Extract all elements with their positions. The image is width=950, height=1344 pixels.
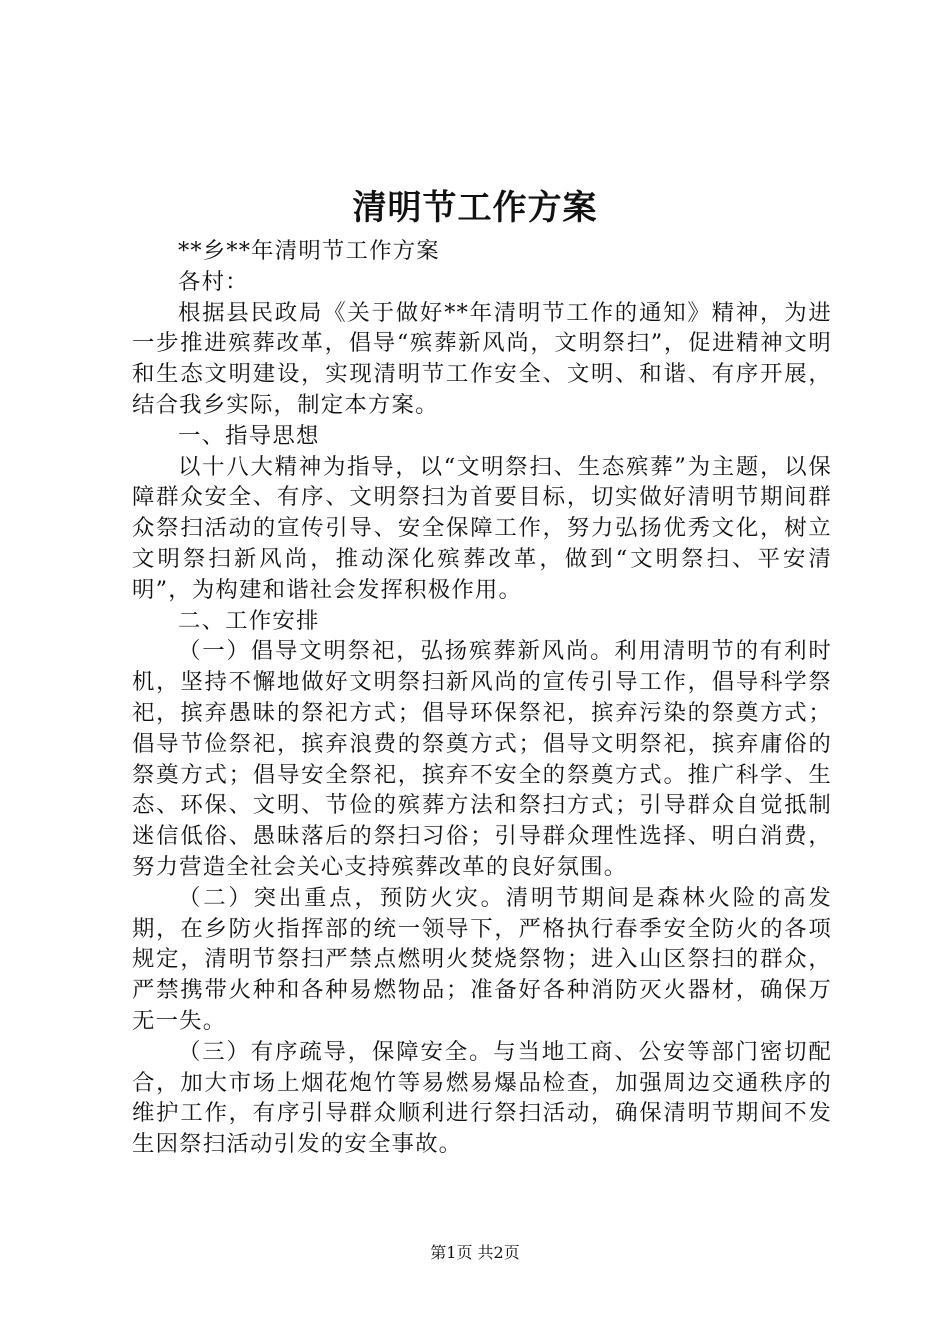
document-subtitle: **乡**年清明节工作方案 bbox=[178, 238, 440, 264]
salutation: 各村： bbox=[178, 268, 249, 295]
paragraph-guiding-ideology: 以十八大精神为指导，以“文明祭扫、生态殡葬”为主题，以保障群众安全、有序、文明祭扫为首要目标，切实做好清明节期间群众祭扫活动的宣传引导、安全保障工作，努力弘扬优秀文化，树立文明祭扫新风尚，推动深化殡葬改革，做到“文明祭扫、平安清明”，为构建和谐社会发挥积极作用。 bbox=[132, 453, 832, 603]
document-body bbox=[132, 236, 832, 1160]
paragraph-item-2: （二）突出重点，预防火灾。清明节期间是森林火险的高发期，在乡防火指挥部的统一领导下，严格执行春季安全防火的各项规定，清明节祭扫严禁点燃明火焚烧祭物；进入山区祭扫的群众，严禁携带火种和各种易燃物品；准备好各种消防灭火器材，确保万无一失。 bbox=[132, 884, 832, 1034]
section-heading-work-arrangement: 二、工作安排 bbox=[178, 607, 320, 634]
document-title: 清明节工作方案 bbox=[352, 188, 598, 228]
page-footer: 第1页 共2页 bbox=[430, 1243, 520, 1262]
paragraph-item-1: （一）倡导文明祭祀，弘扬殡葬新风尚。利用清明节的有利时机，坚持不懈地做好文明祭扫新风尚的宣传引导工作，倡导科学祭祀，摈弃愚昧的祭祀方式；倡导环保祭祀，摈弃污染的祭奠方式；倡导节俭祭祀，摈弃浪费的祭奠方式；倡导文明祭祀，摈弃庸俗的祭奠方式；倡导安全祭祀，摈弃不安全的祭奠方式。推广科学、生态、环保、文明、节俭的殡葬方法和祭扫方式；引导群众自觉抵制迷信低俗、愚昧落后的祭扫习俗；引导群众理性选择、明白消费，努力营造全社会关心支持殡葬改革的良好氛围。 bbox=[132, 638, 832, 880]
paragraph-intro: 根据县民政局《关于做好**年清明节工作的通知》精神，为进一步推进殡葬改革，倡导“殡葬新风尚，文明祭扫”，促进精神文明和生态文明建设，实现清明节工作安全、文明、和谐、有序开展，结合我乡实际，制定本方案。 bbox=[132, 299, 832, 418]
paragraph-item-3: （三）有序疏导，保障安全。与当地工商、公安等部门密切配合，加大市场上烟花炮竹等易燃易爆品检查，加强周边交通秩序的维护工作，有序引导群众顺利进行祭扫活动，确保清明节期间不发生因祭扫活动引发的安全事故。 bbox=[132, 1038, 832, 1158]
section-heading-guiding-ideology: 一、指导思想 bbox=[178, 422, 320, 449]
